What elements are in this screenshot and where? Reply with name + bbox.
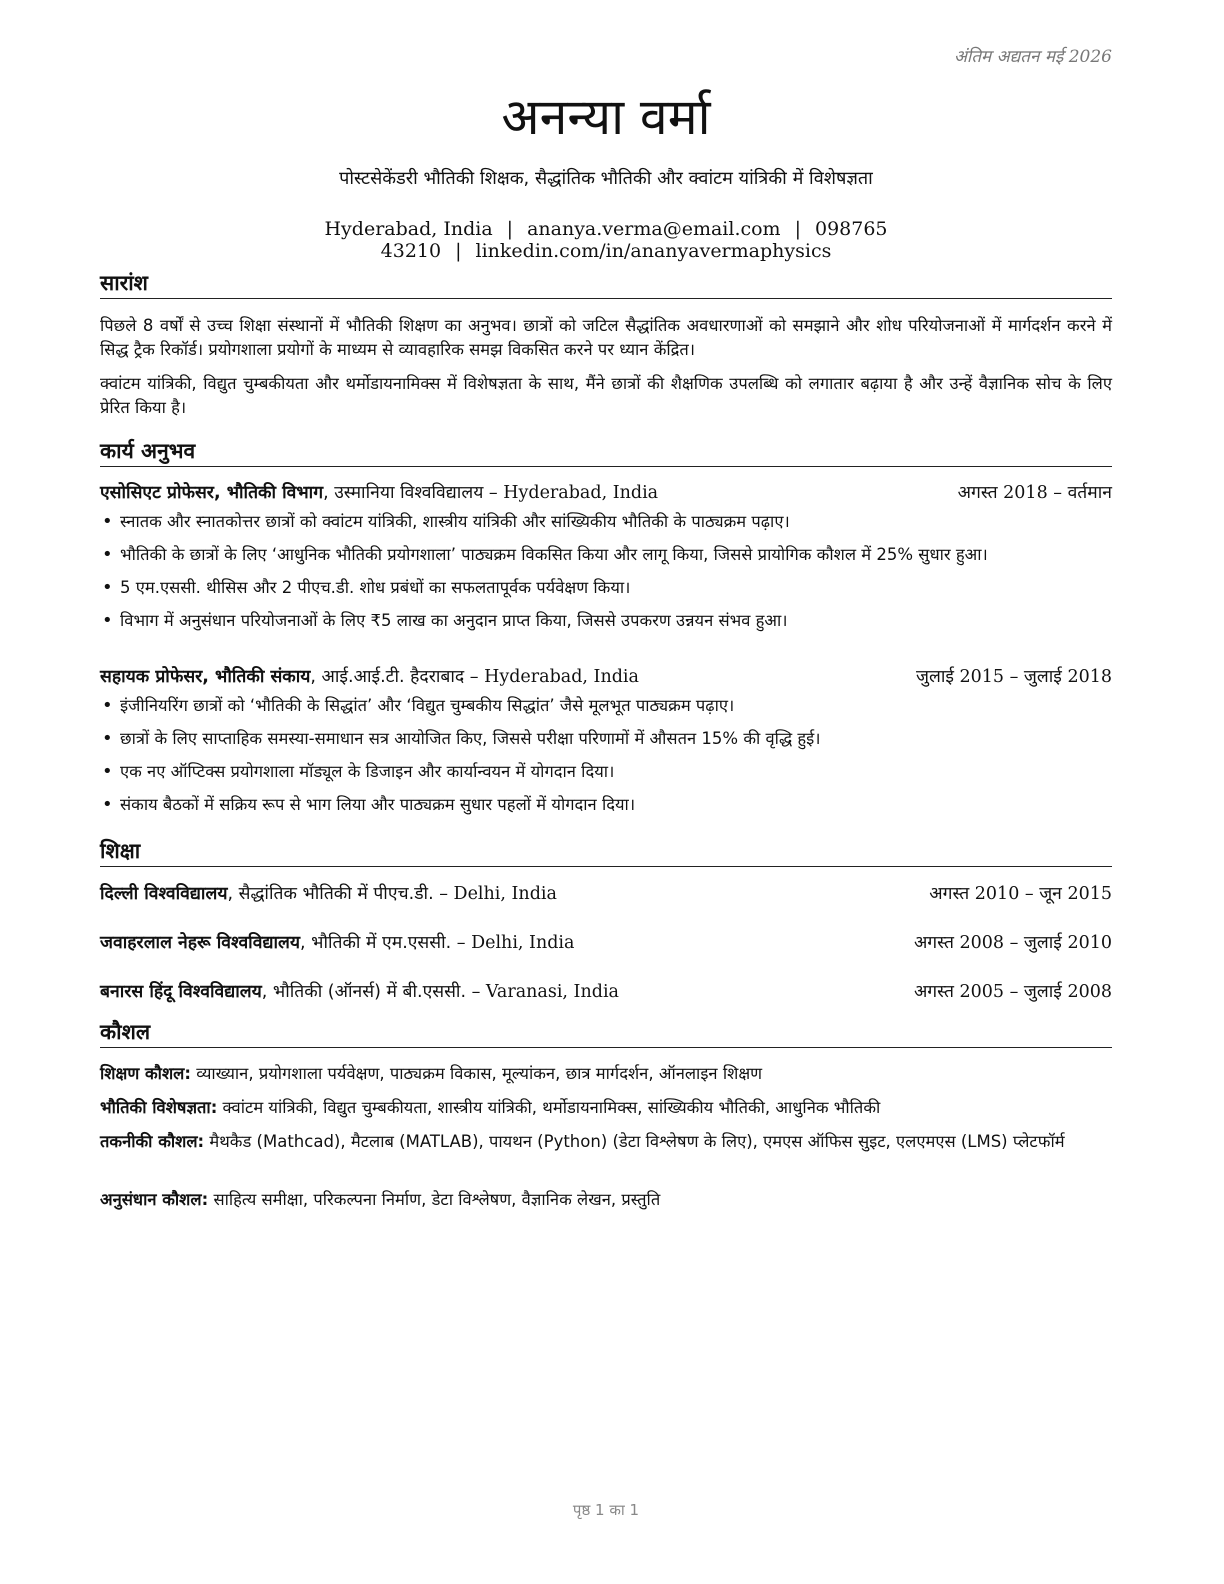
skill-line-physics — [100, 1096, 1112, 1120]
bullet-text: एक नए ऑप्टिक्स प्रयोगशाला मॉड्यूल के डिजाइन और कार्यान्वयन में योगदान दिया। — [120, 762, 615, 781]
degree: , भौतिकी में एम.एससी. — [300, 933, 452, 953]
contact-separator: | — [506, 218, 514, 240]
bullet-text: भौतिकी के छात्रों के लिए ‘आधुनिक भौतिकी प्रयोगशाला’ पाठ्यक्रम विकसित किया और लागू किया, जिससे प्रायोगिक कौशल में 25% सुधार हुआ। — [120, 545, 988, 564]
skill-line-teaching — [100, 1062, 1112, 1086]
bullet-icon: • — [102, 511, 113, 532]
tagline: पोस्टसेकेंडरी भौतिकी शिक्षक, सैद्धांतिक भौतिकी और क्वांटम यांत्रिकी में विशेषज्ञता — [339, 168, 873, 189]
degree: , सैद्धांतिक भौतिकी में पीएच.डी. — [227, 884, 434, 904]
skill-label: भौतिकी विशेषज्ञता: — [100, 1098, 218, 1117]
skill-line-technical — [100, 1130, 1112, 1154]
contact-linkedin[interactable]: linkedin.com/in/ananyavermaphysics — [475, 240, 832, 262]
bullet-item — [100, 727, 1112, 760]
job-header — [100, 480, 1112, 506]
job-bullets — [100, 694, 1112, 826]
job-org: , उस्मानिया विश्वविद्यालय — [323, 483, 484, 503]
skills-heading: कौशल — [100, 1019, 1112, 1048]
skill-label: अनुसंधान कौशल: — [100, 1190, 209, 1209]
resume-page — [100, 0, 1112, 1584]
job-role: एसोसिएट प्रोफेसर, भौतिकी विभाग — [100, 483, 324, 503]
skill-label: शिक्षण कौशल: — [100, 1064, 191, 1083]
bullet-item — [100, 510, 1112, 543]
last-updated: अंतिम अद्यतन मई 2026 — [953, 47, 1112, 67]
bullet-item — [100, 543, 1112, 576]
contact-location: Hyderabad, India — [324, 218, 493, 240]
bullet-item — [100, 760, 1112, 793]
bullet-icon: • — [102, 695, 113, 716]
school-name: बनारस हिंदू विश्वविद्यालय — [100, 982, 262, 1002]
bullet-item — [100, 694, 1112, 727]
job-header — [100, 664, 1112, 690]
bullet-text: छात्रों के लिए साप्ताहिक समस्या-समाधान सत्र आयोजित किए, जिससे परीक्षा परिणामों में औसतन 15% की वृद्धि हुई। — [120, 729, 821, 748]
education-location: – Delhi, India — [433, 884, 557, 904]
degree: , भौतिकी (ऑनर्स) में बी.एससी. — [261, 982, 467, 1002]
bullet-item — [100, 793, 1112, 826]
job-bullets — [100, 510, 1112, 642]
job-location: – Hyderabad, India — [464, 667, 639, 687]
contact-separator: | — [794, 218, 801, 240]
school-name: जवाहरलाल नेहरू विश्वविद्यालय — [100, 933, 301, 953]
education-location: – Varanasi, India — [466, 982, 619, 1002]
skill-value: मैथकैड (Mathcad), मैटलाब (MATLAB), पायथन (Python) (डेटा विश्लेषण के लिए), एमएस ऑफिस सुइट, एलएमएस (LMS) प्लेटफॉर्म — [204, 1132, 1065, 1151]
summary-paragraph-2: क्वांटम यांत्रिकी, विद्युत चुम्बकीयता और थर्मोडायनामिक्स में विशेषज्ञता के साथ, मैंने छात्रों की शैक्षणिक उपलब्धि को लगातार बढ़ाया है और उन्हें वैज्ञानिक सोच के लिए प्रेरित किया है। — [100, 374, 1112, 417]
job-dates: अगस्त 2018 – वर्तमान — [957, 483, 1112, 503]
education-entry — [100, 930, 1112, 956]
bullet-icon: • — [102, 794, 113, 815]
skill-value: व्याख्यान, प्रयोगशाला पर्यवेक्षण, पाठ्यक्रम विकास, मूल्यांकन, छात्र मार्गदर्शन, ऑनलाइन शिक्षण — [190, 1064, 763, 1083]
skill-value: साहित्य समीक्षा, परिकल्पना निर्माण, डेटा विश्लेषण, वैज्ञानिक लेखन, प्रस्तुति — [208, 1190, 661, 1209]
bullet-icon: • — [102, 610, 113, 631]
education-dates: अगस्त 2010 – जून 2015 — [929, 884, 1112, 904]
bullet-text: विभाग में अनुसंधान परियोजनाओं के लिए ₹5 लाख का अनुदान प्राप्त किया, जिससे उपकरण उन्नयन संभव हुआ। — [120, 611, 788, 630]
page-number: पृष्ठ 1 का 1 — [572, 1501, 640, 1519]
contact-email[interactable]: ananya.verma@email.com — [527, 218, 781, 240]
education-entry — [100, 881, 1112, 907]
bullet-icon: • — [102, 728, 113, 749]
candidate-name: अनन्या वर्मा — [501, 88, 711, 146]
bullet-item — [100, 609, 1112, 642]
skill-line-research — [100, 1188, 1112, 1212]
job-dates: जुलाई 2015 – जुलाई 2018 — [915, 667, 1112, 687]
experience-heading: कार्य अनुभव — [100, 438, 1112, 467]
contact-line — [100, 218, 1112, 262]
education-location: – Delhi, India — [451, 933, 575, 953]
bullet-icon: • — [102, 577, 113, 598]
bullet-item — [100, 576, 1112, 609]
job-org: , आई.आई.टी. हैदराबाद — [310, 667, 465, 687]
education-dates: अगस्त 2005 – जुलाई 2008 — [913, 982, 1112, 1002]
bullet-text: इंजीनियरिंग छात्रों को ‘भौतिकी के सिद्धांत’ और ‘विद्युत चुम्बकीय सिद्धांत’ जैसे मूलभूत पाठ्यक्रम पढ़ाए। — [120, 696, 735, 715]
bullet-text: 5 एम.एससी. थीसिस और 2 पीएच.डी. शोध प्रबंधों का सफलतापूर्वक पर्यवेक्षण किया। — [120, 578, 631, 597]
contact-phone: 098765 43210 — [380, 218, 888, 262]
contact-separator: | — [455, 240, 462, 262]
education-heading: शिक्षा — [100, 838, 1112, 867]
bullet-icon: • — [102, 544, 113, 565]
school-name: दिल्ली विश्वविद्यालय — [100, 884, 228, 904]
summary-paragraph-1: पिछले 8 वर्षों से उच्च शिक्षा संस्थानों में भौतिकी शिक्षण का अनुभव। छात्रों को जटिल सैद्धांतिक अवधारणाओं को समझाने और शोध परियोजनाओं में मार्गदर्शन करने में सिद्ध ट्रैक रिकॉर्ड। प्रयोगशाला प्रयोगों के माध्यम से व्यावहारिक समझ विकसित करने पर ध्यान केंद्रित। — [100, 316, 1112, 359]
summary-heading: सारांश — [100, 270, 1112, 299]
education-entry — [100, 979, 1112, 1005]
job-location: – Hyderabad, India — [483, 483, 659, 503]
education-dates: अगस्त 2008 – जुलाई 2010 — [913, 933, 1112, 953]
bullet-text: संकाय बैठकों में सक्रिय रूप से भाग लिया और पाठ्यक्रम सुधार पहलों में योगदान दिया। — [120, 795, 636, 814]
skill-label: तकनीकी कौशल: — [100, 1132, 205, 1151]
skill-value: क्वांटम यांत्रिकी, विद्युत चुम्बकीयता, शास्त्रीय यांत्रिकी, थर्मोडायनामिक्स, सांख्यिकीय भौतिकी, आधुनिक भौतिकी — [217, 1098, 881, 1117]
job-role: सहायक प्रोफेसर, भौतिकी संकाय — [100, 667, 311, 687]
bullet-icon: • — [102, 761, 113, 782]
bullet-text: स्नातक और स्नातकोत्तर छात्रों को क्वांटम यांत्रिकी, शास्त्रीय यांत्रिकी और सांख्यिकीय भौतिकी के पाठ्यक्रम पढ़ाए। — [120, 512, 790, 531]
